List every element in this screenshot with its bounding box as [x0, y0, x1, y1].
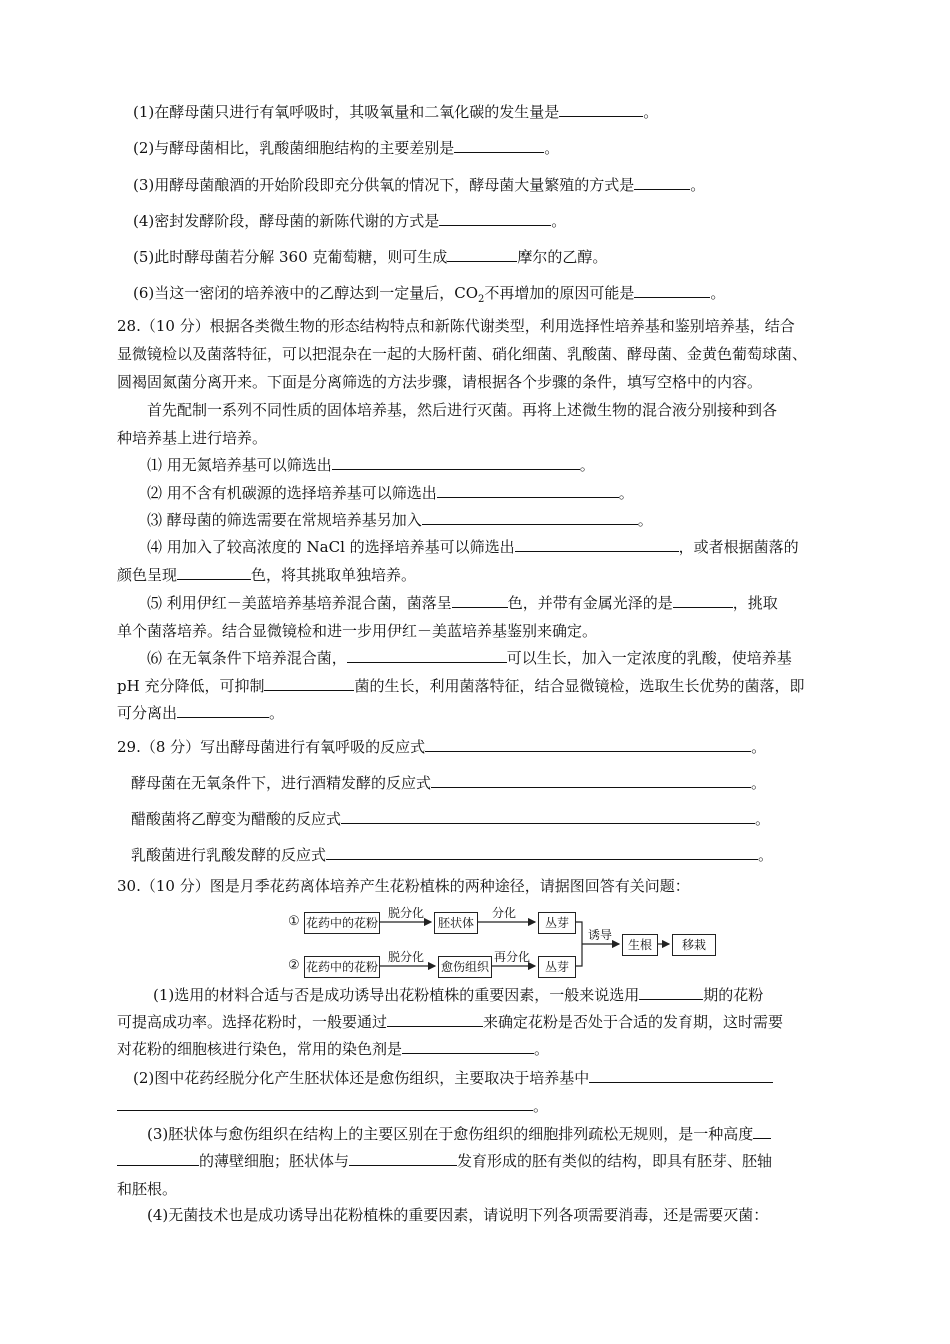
q27-item-3: (3)用酵母菌酿酒的开始阶段即充分供氧的情况下，酵母菌大量繁殖的方式是 。	[133, 176, 706, 194]
answer-blank[interactable]	[347, 648, 507, 663]
box-anther-pollen-1: 花药中的花粉	[304, 912, 380, 934]
q28-item-1: ⑴ 用无氮培养基可以筛选出 。	[147, 456, 595, 474]
q30-item-3: (3)胚状体与愈伤组织在结构上的主要区别在于愈伤组织的细胞排列疏松无规则，是一种高度	[147, 1124, 771, 1144]
q30-item-1: (1)选用的材料合适与否是成功诱导出花粉植株的重要因素，一般来说选用 期的花粉	[153, 986, 764, 1004]
answer-blank[interactable]	[452, 593, 508, 608]
answer-blank[interactable]	[402, 1039, 534, 1054]
q28-item-3: ⑶ 酵母菌的筛选需要在常规培养基另加入 。	[147, 511, 653, 529]
q28-item-2: ⑵ 用不含有机碳源的选择培养基可以筛选出 。	[147, 484, 634, 502]
q28-stem-line-2: 显微镜检以及菌落特征，可以把混杂在一起的大肠杆菌、硝化细菌、乳酸菌、酵母菌、金黄色葡萄球菌、	[117, 345, 808, 363]
q30-item-4: (4)无菌技术也是成功诱导出花粉植株的重要因素，请说明下列各项需要消毒，还是需要灭菌：	[147, 1206, 769, 1224]
q28-item-5-cont: 单个菌落培养。结合显微镜检和进一步用伊红－美蓝培养基鉴别来确定。	[117, 622, 598, 640]
q28-stem-line-4: 首先配制一系列不同性质的固体培养基，然后进行灭菌。再将上述微生物的混合液分别接种到各	[147, 401, 778, 419]
answer-blank[interactable]	[437, 483, 619, 498]
q30-item-2-cont: 。	[117, 1096, 548, 1116]
label-dedifferentiation-1: 脱分化	[388, 906, 425, 920]
merge-bracket	[575, 922, 582, 966]
q30-item-3-cont: 的薄壁细胞；胚状体与 发育形成的胚有类似的结构，即具有胚芽、胚轴	[117, 1151, 772, 1171]
q29-line-1: 29.（8 分）写出酵母菌进行有氧呼吸的反应式 。	[117, 738, 767, 756]
q27-item-2: (2)与酵母菌相比，乳酸菌细胞结构的主要差别是 。	[133, 139, 560, 157]
q28-item-4: ⑷ 用加入了较高浓度的 NaCl 的选择培养基可以筛选出 ，或者根据菌落的	[147, 538, 799, 556]
q29-line-4: 乳酸菌进行乳酸发酵的反应式 。	[131, 846, 774, 864]
answer-blank[interactable]	[447, 247, 517, 262]
label-differentiation: 分化	[492, 906, 517, 920]
answer-blank[interactable]	[326, 845, 758, 860]
q28-stem-line-3: 圆褐固氮菌分离开来。下面是分离筛选的方法步骤，请根据各个步骤的条件，填写空格中的内容。	[117, 373, 763, 391]
q27-item-1: (1)在酵母菌只进行有氧呼吸时，其吸氧量和二氧化碳的发生量是 。	[133, 103, 659, 121]
q30-stem: 30.（10 分）图是月季花药离体培养产生花粉植株的两种途径，请据图回答有关问题：	[117, 877, 690, 895]
answer-blank[interactable]	[634, 283, 710, 298]
answer-blank[interactable]	[341, 809, 755, 824]
q27-item-4: (4)密封发酵阶段，酵母菌的新陈代谢的方式是 。	[133, 212, 567, 230]
answer-blank[interactable]	[639, 985, 703, 1000]
q29-line-2: 酵母菌在无氧条件下，进行酒精发酵的反应式 。	[131, 774, 767, 792]
answer-blank[interactable]	[422, 510, 638, 525]
q28-item-6-cont: pH 充分降低，可抑制 菌的生长，利用菌落特征，结合显微镜检，选取生长优势的菌落，即	[117, 677, 805, 695]
route-1-number: ①	[288, 914, 300, 929]
q30-item-1-cont: 可提高成功率。选择花粉时，一般要通过 来确定花粉是否处于合适的发育期，这时需要	[117, 1013, 784, 1031]
route-2-number: ②	[288, 958, 300, 973]
q30-item-1-cont2: 对花粉的细胞核进行染色，常用的染色剂是 。	[117, 1040, 550, 1058]
answer-blank[interactable]	[673, 593, 733, 608]
answer-blank[interactable]	[177, 565, 251, 580]
answer-blank[interactable]	[264, 676, 354, 691]
q30-item-2: (2)图中花药经脱分化产生胚状体还是愈伤组织，主要取决于培养基中	[133, 1068, 773, 1088]
answer-blank[interactable]	[634, 175, 690, 190]
q28-item-6-cont2: 可分离出 。	[117, 704, 285, 722]
q28-item-6: ⑹ 在无氧条件下培养混合菌， 可以生长，加入一定浓度的乳酸，使培养基	[147, 649, 792, 667]
answer-blank[interactable]	[177, 703, 269, 718]
pollen-culture-flow-diagram	[280, 906, 740, 982]
answer-blank[interactable]	[589, 1068, 773, 1083]
answer-blank[interactable]	[559, 102, 643, 117]
label-redifferentiation: 再分化	[494, 950, 531, 964]
answer-blank[interactable]	[515, 537, 679, 552]
answer-blank[interactable]	[431, 773, 751, 788]
q28-stem-line-1: 28.（10 分）根据各类微生物的形态结构特点和新陈代谢类型，利用选择性培养基和鉴别培养基，结合	[117, 317, 795, 335]
label-induction: 诱导	[588, 928, 613, 942]
box-embryoid: 胚状体	[434, 912, 478, 934]
q28-item-5: ⑸ 利用伊红－美蓝培养基培养混合菌，菌落呈 色，并带有金属光泽的是 ，挑取	[147, 594, 778, 612]
box-cluster-buds-2: 丛芽	[538, 956, 576, 978]
q29-line-3: 醋酸菌将乙醇变为醋酸的反应式 。	[131, 810, 771, 828]
answer-blank[interactable]	[753, 1124, 771, 1139]
box-callus: 愈伤组织	[438, 956, 492, 978]
answer-blank[interactable]	[349, 1151, 457, 1166]
box-cluster-buds-1: 丛芽	[538, 912, 576, 934]
answer-blank[interactable]	[454, 138, 544, 153]
q28-stem-line-5: 种培养基上进行培养。	[117, 429, 268, 447]
q27-item-5: (5)此时酵母菌若分解 360 克葡萄糖，则可生成 摩尔的乙醇。	[133, 248, 608, 266]
q27-item-6: (6)当这一密闭的培养液中的乙醇达到一定量后，$CO_2$不再增加的原因可能是 。	[133, 284, 726, 305]
q30-item-3-cont2: 和胚根。	[117, 1180, 178, 1198]
box-transplant: 移栽	[672, 934, 716, 956]
box-anther-pollen-2: 花药中的花粉	[304, 956, 380, 978]
answer-blank[interactable]	[332, 455, 580, 470]
label-dedifferentiation-2: 脱分化	[388, 950, 425, 964]
answer-blank[interactable]	[387, 1012, 483, 1027]
answer-blank[interactable]	[117, 1151, 199, 1166]
answer-blank[interactable]	[117, 1096, 533, 1111]
q28-item-4-cont: 颜色呈现 色，将其挑取单独培养。	[117, 566, 417, 584]
answer-blank[interactable]	[425, 737, 751, 752]
answer-blank[interactable]	[439, 211, 551, 226]
box-rooting: 生根	[622, 934, 658, 956]
